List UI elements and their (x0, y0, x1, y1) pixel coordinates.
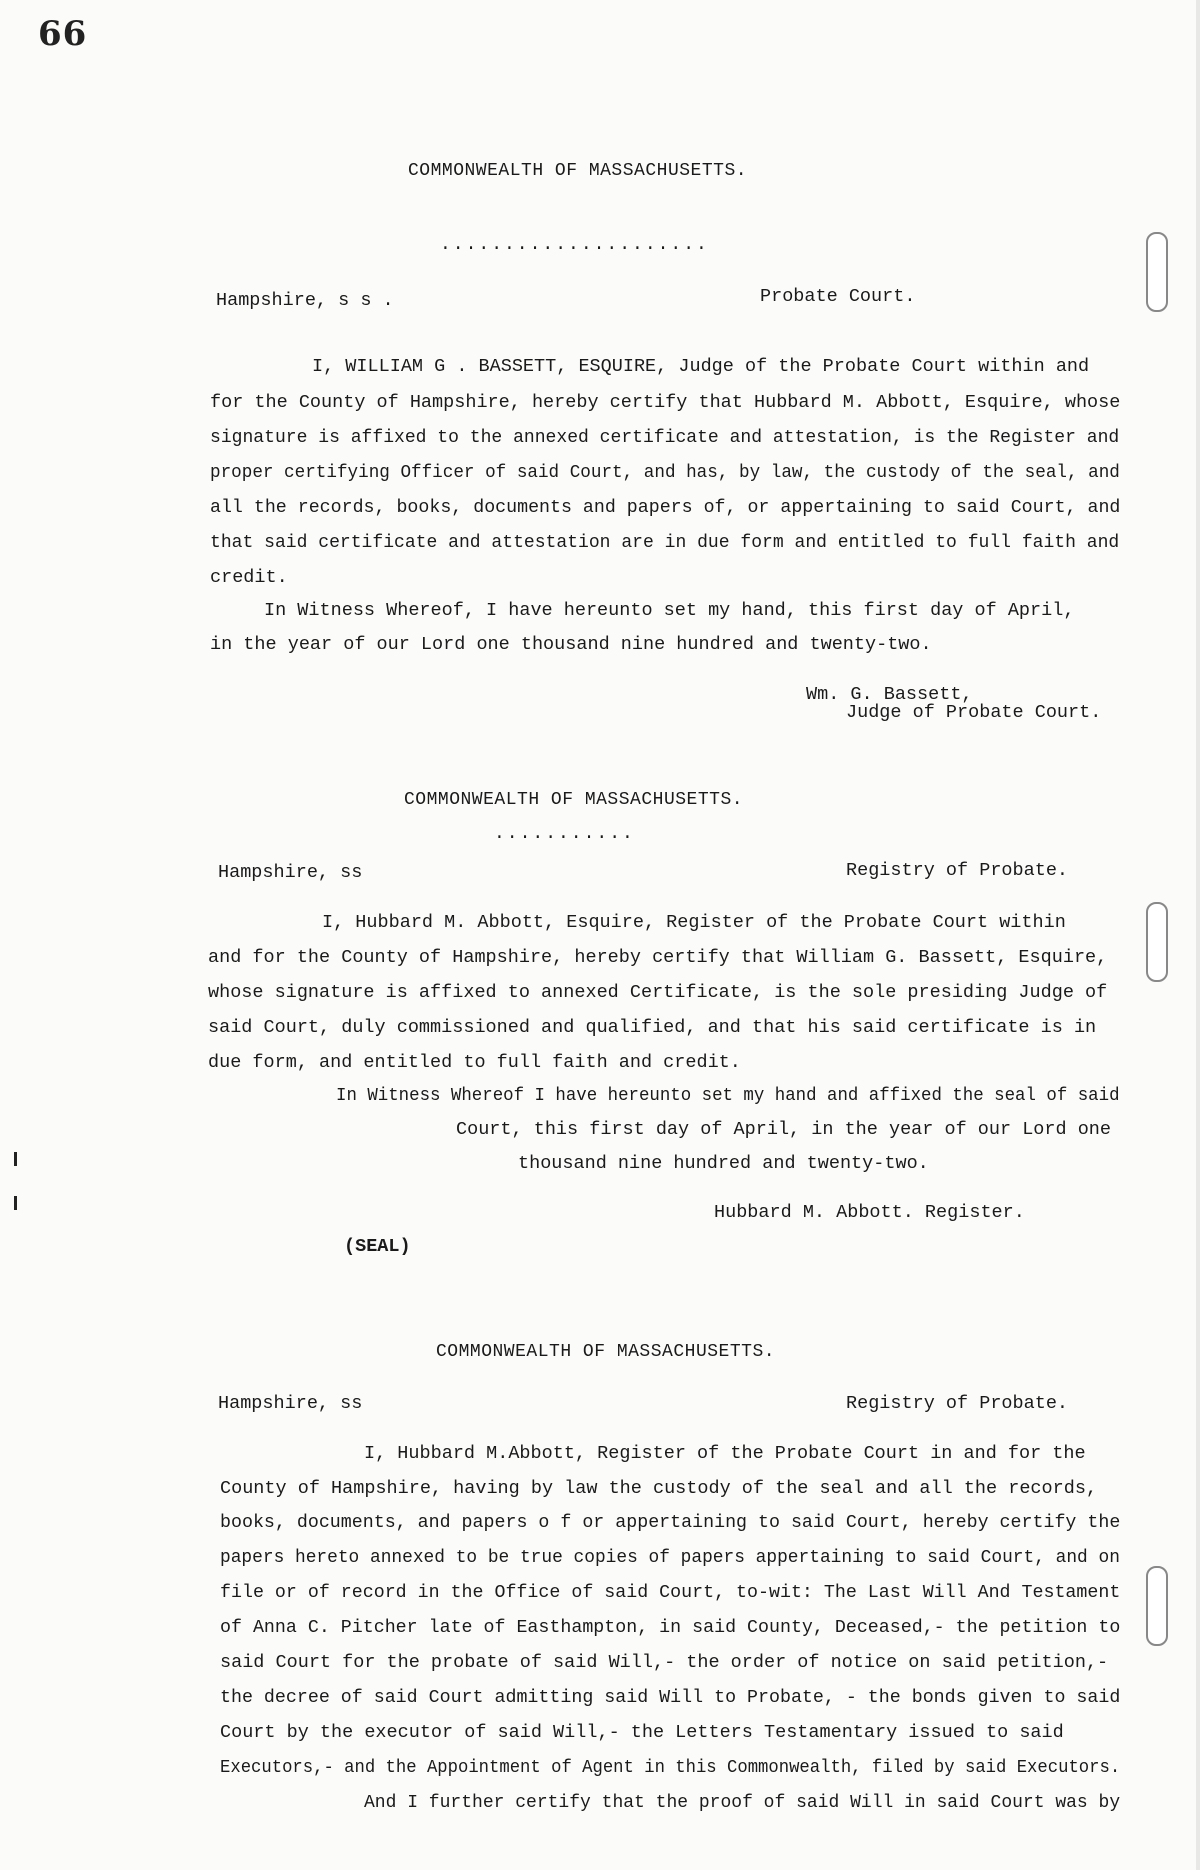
section-heading: COMMONWEALTH OF MASSACHUSETTS. (436, 1342, 776, 1362)
body-line: I, Hubbard M.Abbott, Register of the Probate Court in and for the (364, 1443, 1086, 1464)
section-heading: COMMONWEALTH OF MASSACHUSETTS. (404, 790, 744, 810)
binder-hole-bottom (1146, 1566, 1168, 1646)
body-line: Court, this first day of April, in the year of our Lord one (456, 1119, 1112, 1140)
body-line: books, documents, and papers o f or appertaining to said Court, hereby certify the (220, 1512, 1121, 1533)
signature-title: Judge of Probate Court. (846, 702, 1102, 723)
county-label: Hampshire, s s . (216, 290, 394, 311)
binder-hole-top (1146, 232, 1168, 312)
body-line: I, WILLIAM G . BASSETT, ESQUIRE, Judge of the Probate Court within and (312, 356, 1090, 377)
body-line: due form, and entitled to full faith and credit. (208, 1052, 741, 1073)
body-line: Executors,- and the Appointment of Agent in this Commonwealth, filed by said Executors. (220, 1757, 1121, 1778)
body-line: and for the County of Hampshire, hereby certify that William G. Bassett, Esquire, (208, 947, 1108, 968)
body-line: signature is affixed to the annexed certificate and attestation, is the Register and (210, 427, 1120, 448)
body-line: proper certifying Officer of said Court, and has, by law, the custody of the seal, and (210, 462, 1120, 483)
office-label: Registry of Probate. (846, 860, 1069, 881)
body-line: And I further certify that the proof of said Will in said Court was by (364, 1792, 1121, 1813)
edge-mark (14, 1152, 17, 1166)
body-line: for the County of Hampshire, hereby certify that Hubbard M. Abbott, Esquire, whose (210, 392, 1121, 413)
page-number: 66 (38, 14, 88, 54)
signature-name: Wm. G. Bassett, (806, 684, 973, 705)
edge-mark (14, 1196, 17, 1210)
body-line: in the year of our Lord one thousand nine hundred and twenty-two. (210, 634, 932, 655)
body-line: credit. (210, 567, 288, 588)
body-line: papers hereto annexed to be true copies of papers appertaining to said Court, and on (220, 1547, 1120, 1568)
body-line: whose signature is affixed to annexed Certificate, is the sole presiding Judge of (208, 982, 1108, 1003)
county-label: Hampshire, ss (218, 862, 363, 883)
body-line: file or of record in the Office of said Court, to-wit: The Last Will And Testament (220, 1582, 1121, 1603)
dotted-separator: ..................... (440, 235, 709, 255)
body-line: said Court for the probate of said Will,- the order of notice on said petition,- (220, 1652, 1109, 1673)
body-line: Court by the executor of said Will,- the Letters Testamentary issued to said (220, 1722, 1064, 1743)
section-heading: COMMONWEALTH OF MASSACHUSETTS. (408, 161, 748, 181)
register-signature: Hubbard M. Abbott. Register. (714, 1202, 1025, 1223)
body-line: In Witness Whereof, I have hereunto set my hand, this first day of April, (264, 600, 1075, 621)
seal-label: (SEAL) (344, 1236, 411, 1257)
dotted-separator: ........... (494, 824, 635, 844)
body-line: all the records, books, documents and papers of, or appertaining to said Court, and (210, 497, 1121, 518)
binder-hole-middle (1146, 902, 1168, 982)
body-line: said Court, duly commissioned and qualified, and that his said certificate is in (208, 1017, 1097, 1038)
body-line: that said certificate and attestation are in due form and entitled to full faith and (210, 532, 1120, 553)
body-line: County of Hampshire, having by law the custody of the seal and all the records, (220, 1478, 1098, 1499)
body-line: of Anna C. Pitcher late of Easthampton, in said County, Deceased,- the petition to (220, 1617, 1121, 1638)
body-line: the decree of said Court admitting said Will to Probate, - the bonds given to said (220, 1687, 1121, 1708)
page-edge (1196, 0, 1200, 1870)
body-line: thousand nine hundred and twenty-two. (518, 1153, 929, 1174)
county-label: Hampshire, ss (218, 1393, 363, 1414)
body-line: In Witness Whereof I have hereunto set my hand and affixed the seal of said (336, 1085, 1120, 1106)
body-line: I, Hubbard M. Abbott, Esquire, Register of the Probate Court within (322, 912, 1066, 933)
court-label: Probate Court. (760, 286, 916, 307)
office-label: Registry of Probate. (846, 1393, 1069, 1414)
